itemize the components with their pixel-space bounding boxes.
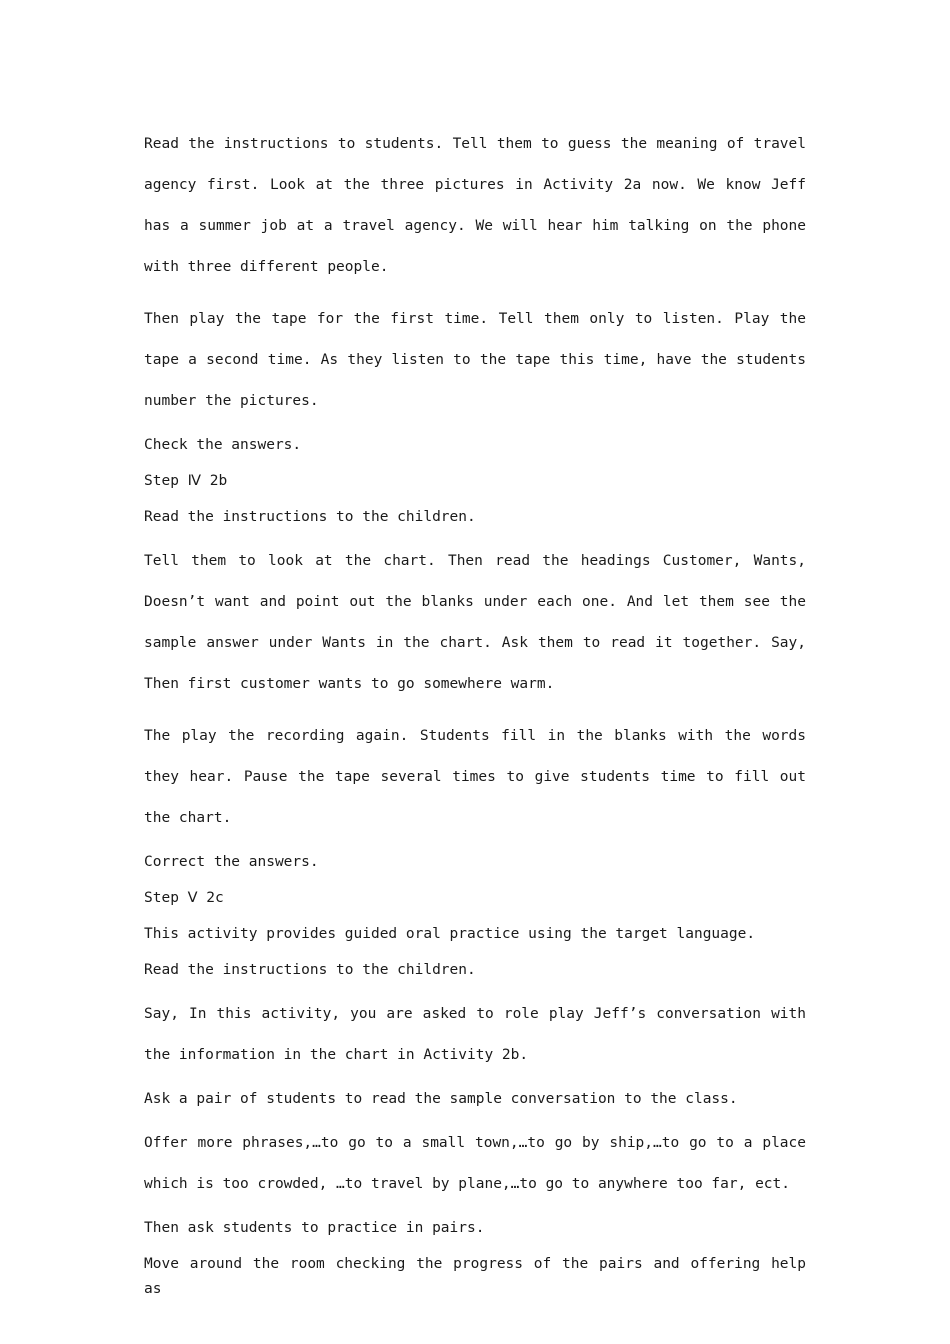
paragraph-move-around: Move around the room checking the progress of the pairs and offering help as [144, 1256, 806, 1297]
step-heading-2b: Step Ⅳ 2b [144, 473, 228, 489]
paragraph-play-recording: The play the recording again. Students fill in the blanks with the words they hear. Pause the tape several times to give students time to fill out the chart. [144, 728, 806, 826]
paragraph-practice-pairs: Then ask students to practice in pairs. [144, 1220, 485, 1236]
paragraph-chart-headings: Tell them to look at the chart. Then read the headings Customer, Wants, Doesn’t want and point out the blanks under each one. And let them see the sample answer under Wants in the chart. Ask them to read it together. Say, Then first customer wants to go somewhere warm. [144, 553, 806, 692]
step-heading-2c: Step Ⅴ 2c [144, 890, 224, 906]
paragraph-sample-conversation: Ask a pair of students to read the sample conversation to the class. [144, 1091, 738, 1107]
paragraph-read-instructions-2: Read the instructions to the children. [144, 962, 476, 978]
paragraph-more-phrases: Offer more phrases,…to go to a small town,…to go by ship,…to go to a place which is too crowded, …to travel by plane,…to go to anywhere too far, ect. [144, 1135, 806, 1192]
paragraph-read-instructions: Read the instructions to the children. [144, 509, 476, 525]
paragraph-check-answers: Check the answers. [144, 437, 302, 453]
paragraph-play-tape: Then play the tape for the first time. Tell them only to listen. Play the tape a second time. As they listen to the tape this time, have the students number the pictures. [144, 311, 806, 409]
paragraph-activity-purpose: This activity provides guided oral practice using the target language. [144, 926, 756, 942]
paragraph-correct-answers: Correct the answers. [144, 854, 319, 870]
paragraph-instructions-intro: Read the instructions to students. Tell them to guess the meaning of travel agency first. Look at the three pictures in Activity 2a now. We know Jeff has a summer job at a travel agency. We will hear him talking on the phone with three different people. [144, 136, 806, 275]
paragraph-role-play: Say, In this activity, you are asked to role play Jeff’s conversation with the information in the chart in Activity 2b. [144, 1006, 806, 1063]
document-page [144, 124, 806, 1313]
